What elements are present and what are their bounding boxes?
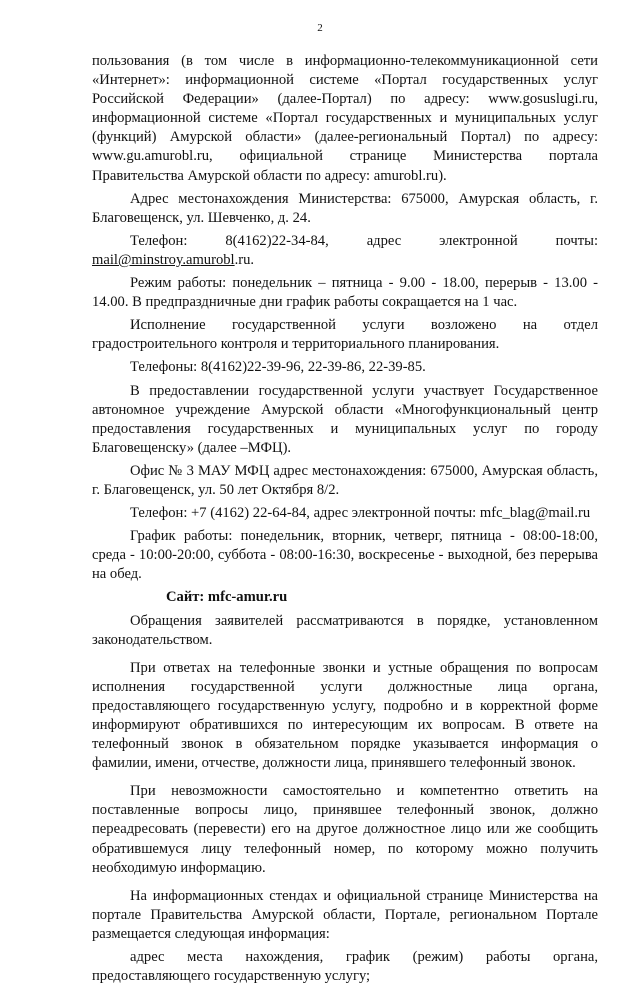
paragraph-mfc-schedule: График работы: понедельник, вторник, четверг, пятница - 08:00-18:00, среда - 10:00-20:00, суббота - 08:00-16:30, воскресенье - выходной, без перерыва на обед. [92, 528, 598, 583]
document-body [92, 52, 598, 986]
paragraph-mfc-office-address: Офис № 3 МАУ МФЦ адрес местонахождения: 675000, Амурская область, г. Благовещенск, ул. 50 лет Октября 8/2. [92, 462, 598, 498]
paragraph-ministry-address: Адрес местонахождения Министерства: 675000, Амурская область, г. Благовещенск, ул. Шевченко, д. 24. [92, 190, 598, 226]
paragraph-portal-info: пользования (в том числе в информационно-телекоммуникационной сети «Интернет»: информационной системе «Портал государственных услуг Российской Федерации» (далее-Портал) по адресу: www.gosuslugi.ru, информационной системе «Портал государственных и муниципальных услуг (функций) Амурской области» (далее-региональный Портал) по адресу: www.gu.amurobl.ru, официальной странице Министерства портала Правительства Амурской области по адресу: amurobl.ru). [92, 53, 598, 184]
mfc-site-heading: Сайт: mfc-amur.ru [166, 589, 288, 606]
paragraph-appeals: Обращения заявителей рассматриваются в порядке, установленном законодательством. [92, 612, 598, 648]
paragraph-responsible-department: Исполнение государственной услуги возложено на отдел градостроительного контроля и территориального планирования. [92, 317, 598, 353]
ministry-email-suffix: .ru. [234, 251, 255, 268]
paragraph-address-schedule-item: адрес места нахождения, график (режим) работы органа, предоставляющего государственную услугу; [92, 949, 598, 985]
paragraph-ministry-phone: Телефон: 8(4162)22-34-84, адрес электронной почты: [130, 232, 598, 249]
ministry-email-link[interactable]: mail@minstroy.amurobl [92, 251, 235, 268]
paragraph-info-stands: На информационных стендах и официальной странице Министерства на портале Правительства Амурской области, Портале, региональном Портале размещается следующая информация: [92, 887, 598, 942]
paragraph-redirect-calls: При невозможности самостоятельно и компетентно ответить на поставленные вопросы лицо, принявшее телефонный звонок, должно переадресовать (перевести) его на другое должностное лицо или же сообщить обратившемуся лицу телефонный номер, по которому можно получить необходимую информацию. [92, 783, 598, 876]
paragraph-department-phones: Телефоны: 8(4162)22-39-96, 22-39-86, 22-39-85. [130, 359, 426, 376]
paragraph-mfc-phone-email: Телефон: +7 (4162) 22-64-84, адрес электронной почты: mfc_blag@mail.ru [130, 505, 591, 522]
paragraph-mfc-participation: В предоставлении государственной услуги участвует Государственное автономное учреждение Амурской области «Многофункциональный центр предоставления государственных и муниципальных услуг по городу Благовещенску» (далее –МФЦ). [92, 382, 598, 456]
paragraph-phone-answers: При ответах на телефонные звонки и устные обращения по вопросам исполнения государственной услуги должностные лица органа, предоставляющего государственную услугу, подробно и в корректной форме информируют обратившихся по интересующим их вопросам. В ответе на телефонный звонок в обязательном порядке указывается информация о фамилии, имени, отчестве, должности лица, принявшего телефонный звонок. [92, 659, 598, 772]
page-number: 2 [317, 22, 323, 34]
paragraph-working-hours: Режим работы: понедельник – пятница - 9.00 - 18.00, перерыв - 13.00 - 14.00. В предпраздничные дни график работы сокращается на 1 час. [92, 275, 598, 311]
ministry-email-line [92, 251, 598, 270]
